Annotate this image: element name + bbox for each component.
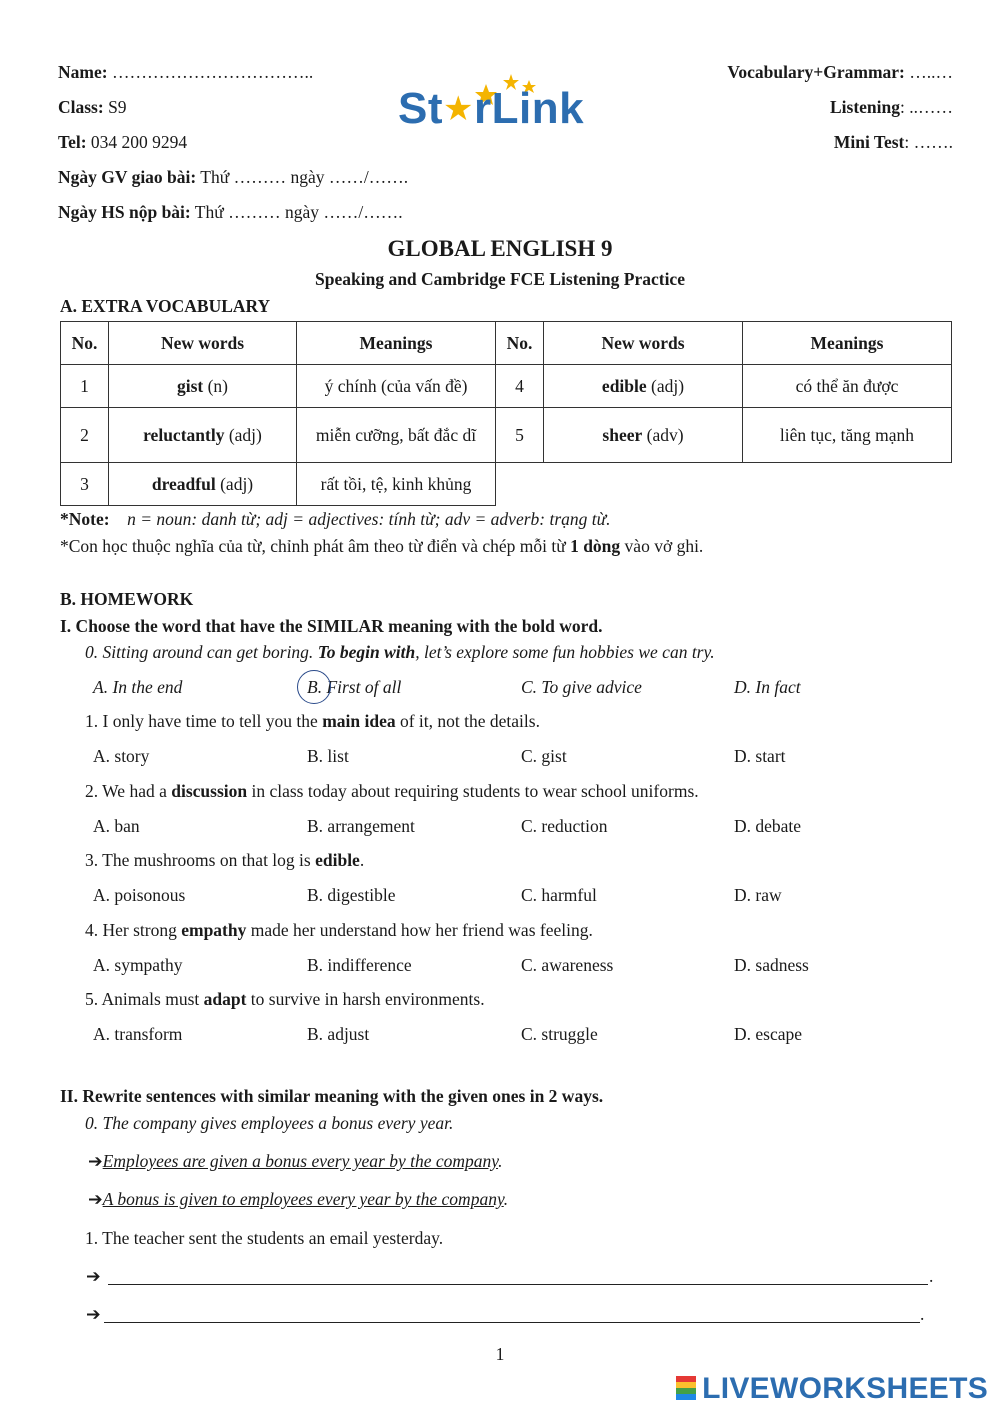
liveworksheets-logo: LIVEWORKSHEETS (676, 1372, 988, 1406)
header-meanings-2: Meanings (743, 322, 952, 365)
cell-meaning: miễn cưỡng, bất đắc dĩ (297, 408, 496, 463)
vocabulary-table (60, 321, 952, 506)
question-1: 1. I only have time to tell you the main idea of it, not the details. (85, 711, 540, 731)
option-d[interactable]: D. start (734, 746, 786, 766)
cell-meaning: có thể ăn được (743, 365, 952, 408)
header-meanings: Meanings (297, 322, 496, 365)
listening-score: Listening: ..…… (829, 97, 953, 117)
example-question: 0. Sitting around can get boring. To begin with, let’s explore some fun hobbies we can try. (85, 642, 715, 662)
option-c[interactable]: C. gist (521, 746, 567, 766)
line-period: . (929, 1266, 934, 1286)
option-a[interactable]: A. sympathy (93, 955, 183, 975)
option-d[interactable]: D. sadness (734, 955, 809, 975)
cell-no: 1 (61, 365, 109, 408)
vocab-grammar-score: Vocabulary+Grammar: …..… (727, 62, 953, 82)
note-line: *Note: n = noun: danh từ; adj = adjectives: tính từ; adv = adverb: trạng từ. (60, 509, 611, 529)
header-no: No. (61, 322, 109, 365)
header-new-words: New words (109, 322, 297, 365)
option-b: B. First of all (307, 677, 402, 697)
example-sentence: 0. The company gives employees a bonus every year. (85, 1113, 454, 1133)
page-number: 1 (495, 1344, 505, 1364)
question-1-rewrite: 1. The teacher sent the students an email yesterday. (85, 1228, 444, 1248)
option-c[interactable]: C. reduction (521, 816, 608, 836)
cell-word: reluctantly (adj) (109, 408, 297, 463)
question-4: 4. Her strong empathy made her understand how her friend was feeling. (85, 920, 593, 940)
student-date-field: Ngày HS nộp bài: Thứ ……… ngày ……/……. (58, 202, 403, 222)
question-3: 3. The mushrooms on that log is edible. (85, 850, 365, 870)
table-row (61, 408, 952, 463)
page-subtitle: Speaking and Cambridge FCE Listening Practice (315, 269, 685, 289)
option-b[interactable]: B. digestible (307, 885, 396, 905)
class-field: Class: S9 (58, 97, 127, 117)
arrow-icon: ➔ (88, 1189, 103, 1209)
option-b[interactable]: B. list (307, 746, 349, 766)
option-b[interactable]: B. arrangement (307, 816, 415, 836)
option-c[interactable]: C. struggle (521, 1024, 598, 1044)
option-d: D. In fact (734, 677, 801, 697)
part-1-heading: I. Choose the word that have the SIMILAR meaning with the bold word. (60, 616, 603, 636)
cell-meaning: liên tục, tăng mạnh (743, 408, 952, 463)
table-row (61, 463, 952, 506)
line-period: . (920, 1304, 925, 1324)
liveworksheets-mark-icon (676, 1376, 696, 1400)
option-d[interactable]: D. raw (734, 885, 782, 905)
cell-word: dreadful (adj) (109, 463, 297, 506)
starlink-logo: St★rLink (398, 70, 630, 146)
option-c: C. To give advice (521, 677, 642, 697)
option-a[interactable]: A. ban (93, 816, 140, 836)
option-d[interactable]: D. escape (734, 1024, 803, 1044)
option-a: A. In the end (93, 677, 183, 697)
page-title: GLOBAL ENGLISH 9 (387, 236, 613, 261)
option-d[interactable]: D. debate (734, 816, 802, 836)
arrow-icon: ➔ (86, 1266, 101, 1286)
tel-field: Tel: 034 200 9294 (58, 132, 188, 152)
name-field: Name: …………………………….. (58, 62, 314, 82)
part-2-heading: II. Rewrite sentences with similar meaning with the given ones in 2 ways. (60, 1086, 604, 1106)
option-c[interactable]: C. harmful (521, 885, 597, 905)
option-b[interactable]: B. adjust (307, 1024, 370, 1044)
table-header-row (61, 322, 952, 365)
option-a[interactable]: A. story (93, 746, 150, 766)
arrow-icon: ➔ (86, 1304, 101, 1324)
arrow-icon: ➔ (88, 1151, 103, 1171)
cell-word: edible (adj) (544, 365, 743, 408)
header-no-2: No. (496, 322, 544, 365)
note-instruction: *Con học thuộc nghĩa của từ, chỉnh phát âm theo từ điển và chép mỗi từ 1 dòng vào vở ghi. (60, 536, 704, 556)
cell-word: sheer (adv) (544, 408, 743, 463)
cell-no: 5 (496, 408, 544, 463)
option-a[interactable]: A. poisonous (93, 885, 186, 905)
question-5: 5. Animals must adapt to survive in harsh environments. (85, 989, 485, 1009)
example-answer-2: ➔A bonus is given to employees every year by the company. (88, 1189, 509, 1209)
table-row (61, 365, 952, 408)
answer-line-1[interactable] (108, 1266, 928, 1285)
option-a[interactable]: A. transform (93, 1024, 183, 1044)
teacher-date-field: Ngày GV giao bài: Thứ ……… ngày ……/……. (58, 167, 409, 187)
option-b[interactable]: B. indifference (307, 955, 412, 975)
section-a-heading: A. EXTRA VOCABULARY (60, 296, 271, 316)
question-2: 2. We had a discussion in class today about requiring students to wear school uniforms. (85, 781, 699, 801)
mini-test-score: Mini Test: ……. (833, 132, 953, 152)
cell-meaning: ý chính (của vấn đề) (297, 365, 496, 408)
cell-no: 3 (61, 463, 109, 506)
section-b-heading: B. HOMEWORK (60, 589, 194, 609)
answer-line-2[interactable] (104, 1304, 920, 1323)
cell-no: 2 (61, 408, 109, 463)
header-new-words-2: New words (544, 322, 743, 365)
example-answer-1: ➔Employees are given a bonus every year by the company. (88, 1151, 503, 1171)
cell-no: 4 (496, 365, 544, 408)
option-c[interactable]: C. awareness (521, 955, 614, 975)
answer-circle (297, 670, 331, 704)
cell-word: gist (n) (109, 365, 297, 408)
cell-meaning: rất tồi, tệ, kinh khủng (297, 463, 496, 506)
